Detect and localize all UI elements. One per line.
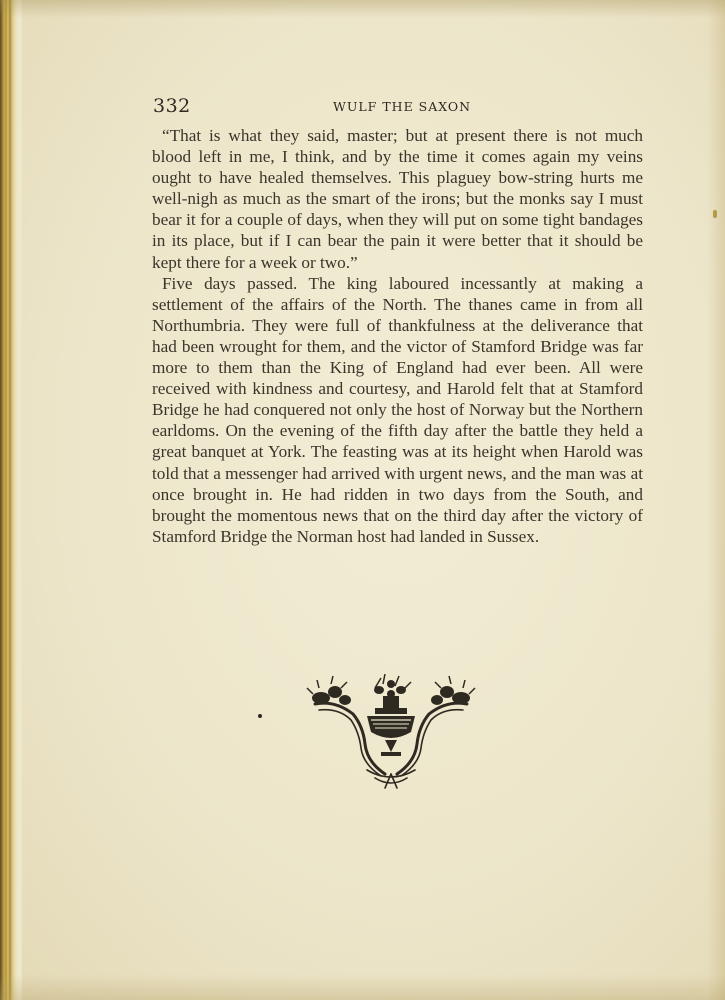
paragraph-2: Five days passed. The king laboured incessantly at making a settlement of the affairs of the North. The thanes came in from all Northumbria. They were full of thankfulness at the deliverance that had been wrought for them, and the victor of Stamford Bridge was far more to them than the King of England had ever been. All were received with kindness and courtesy, and Harold felt that at Stamford Bridge he had conquered not only the host of Norway but the Northern earldoms. On the evening of the fifth day after the battle they held a great banquet at York. The feasting was at its height when Harold was told that a messenger had arrived with urgent news, and the man was at once brought in. He had ridden in two days from the South, and brought the momentous news that on the third day after the victory of Stamford Bridge the Norman host had landed in Sussex. <box>152 273 643 546</box>
page-right-shadow <box>707 0 725 1000</box>
body-text <box>152 125 643 547</box>
page-top-shadow <box>0 0 725 18</box>
gilt-binding-edge <box>0 0 22 1000</box>
page-bottom-shadow <box>0 974 725 1000</box>
stray-dot <box>258 714 262 718</box>
page-number: 332 <box>153 95 191 117</box>
paper-speck <box>713 210 717 218</box>
running-head: WULF THE SAXON <box>333 99 472 114</box>
urn-tailpiece-ornament-icon <box>305 674 477 790</box>
page-header <box>153 95 643 119</box>
paragraph-1: “That is what they said, master; but at present there is not much blood left in me, I think, and by the time it comes again my veins ought to have healed themselves. This plaguey bow-string hurts me well-nigh as much as the smart of the irons; but the monks say I must bear it for a couple of days, when they will put on some tight bandages in its place, but if I can bear the pain it were better that it should be kept there for a week or two.” <box>152 126 643 272</box>
